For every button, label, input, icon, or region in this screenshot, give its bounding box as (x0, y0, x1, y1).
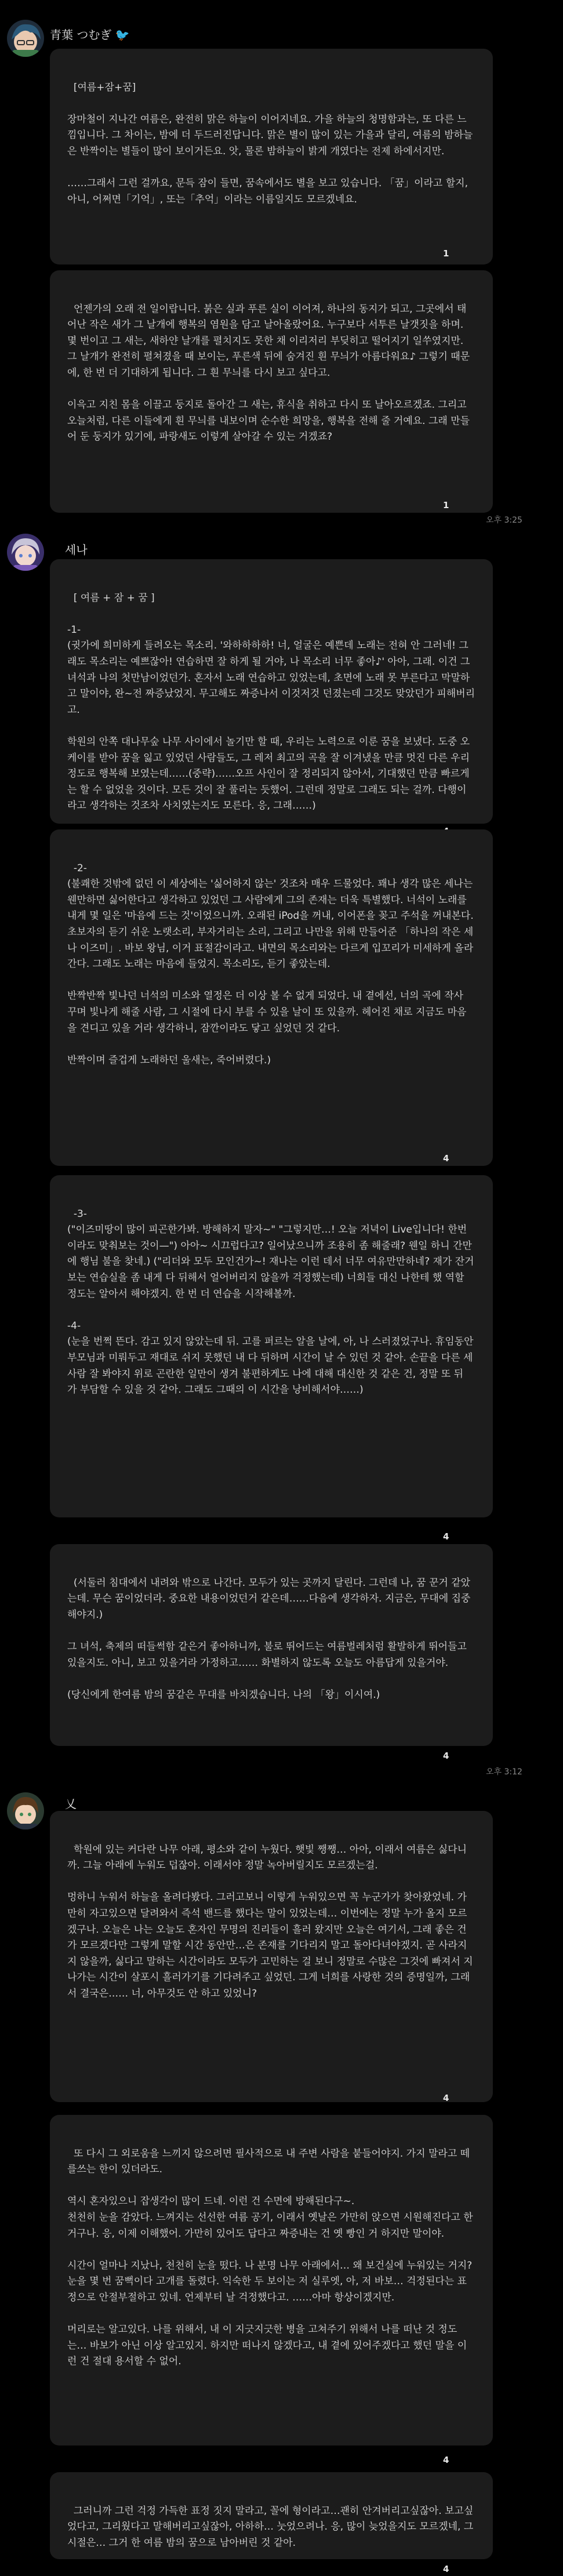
message-text: -3- ("이즈미땅이 많이 피곤한가봐. 방해하지 말자~" "그렇지만…! 오늘 저녁이 Live입니다! 한번이라도 맞춰보는 것이—") 아아~ 시끄럽다고? 일어났으니까 조용히 좀 해줄래? 웬일 하니 간만에 행님 불을 찾네.) ("리더와 모두 모인건가~! 재나는 이런 데서 너무 여유만만하네? 재가 잔거 보는 연습실을 좀 내게 다 뒤해서 얼어버리지 않을까 걱정했는데) 너희들 대신 나한테 했 역할 정도는 알아서 해야겠지. 한 번 더 연습을 시작해볼까. -4- (눈을 번쩍 뜬다. 감고 있지 않았는데 뒤. 고를 퍼르는 알을 날에, 아, 나 스러졌었구나. 휴임동안 부모님과 미뤄두고 재대로 쉬지 못했던 내 다 뒤하며 시간이 날 수 있던 것 같아. 손끝을 다른 세 사람 잘 봐야지 위로 곤란한 일만이 생겨 불편하게도 나에 대해 대신한 것 같은 건, 정말 또 뒤 가 부담할 수 있을 것 같아. 그래도 그때의 이 시간을 낭비해서야……) (67, 1208, 474, 1396)
message-bubble[interactable] (50, 559, 493, 824)
message-bubble[interactable] (50, 270, 493, 513)
avatar-aoba[interactable] (7, 20, 44, 57)
read-count: 1 (443, 248, 449, 259)
timestamp: 오후 3:12 (486, 1767, 522, 1777)
avatar-sena[interactable] (7, 534, 44, 571)
message-text: 또 다시 그 외로움을 느끼지 않으려면 필사적으로 내 주변 사람을 붙들어야지. 가지 말라고 떼를쓰는 한이 있더라도. 역시 혼자있으니 잡생각이 많이 드네. 이런 건 수면에 방해된다구~. 천천히 눈을 감았다. 느껴지는 선선한 여름 공기, 이래서 옛날은 가만히 앉으면 시원해진다고 한 거구나. 응, 이제 이해했어. 가만히 있어도 답다고 짜증내는 건 옛 빵인 거 하지만 말이야. 시간이 얼마나 지났나, 천천히 눈을 떴다. 나 분명 나무 아래에서… 왜 보건실에 누워있는 거지? 눈을 몇 번 꿈뻑이다 고개를 돌렸다. 익숙한 두 보이는 저 실루엣, 아, 저 바보… 걱정된다는 표정으로 안절부절하고 있네. 언제부터 날 걱정했다고. ……아마 항상이겠지만. 머리로는 알고있다. 나를 위해서, 내 이 지긋지긋한 병을 고쳐주기 위해서 나를 떠난 것 정도는… 바보가 아닌 이상 알고있지. 하지만 떠나지 않겠다고, 내 곁에 있어주겠다고 했던 말을 이런 건 절대 용서할 수 없어. (67, 2147, 473, 2368)
message-bubble[interactable] (50, 829, 493, 1166)
message-bubble[interactable] (50, 49, 493, 265)
message-text: -2- (불쾌한 것밖에 없던 이 세상에는 '싫어하지 않는' 것조차 매우 드물었다. 꽤나 생각 많은 세나는 웬만하면 싫어한다고 생각하고 있었던 그 사람에게 그의 존재는 더욱 특별했다. 너석이 노래를 내게 몇 일은 '마음에 드는 것'이었으니까. 오래된 iPod을 꺼내, 이어폰을 꽂고 주석을 꺼내본다. 초보자의 듣기 쉬운 노랫소리, 부자거리는 소리, 그리고 나만을 위해 만들어준 「하나의 작은 세나 이즈미」. 바보 왕님, 이거 표절감이라고. 내면의 목소리와는 다르게 입꼬리가 미세하게 올라간다. 그래도 노래는 마음에 들었지. 목소리도, 듣기 좋았는데. 반짝반짝 빛나던 너석의 미소와 열정은 더 이상 볼 수 없게 되었다. 내 곁에선, 너의 곡에 작사 꾸며 빛나게 해줄 사람, 그 시절에 다시 부를 수 있을 날이 또 있을까. 헤어진 채로 지금도 마음을 견디고 있을 거라 생각하니, 잠깐이라도 닿고 싶었던 것 같다. 반짝이며 즐겁게 노래하던 울새는, 죽어버렸다.) (67, 862, 474, 1066)
read-count: 1 (443, 500, 449, 510)
read-count: 4 (443, 2564, 449, 2574)
message-text: [ 여름 + 잠 + 꿈 ] -1- (귓가에 희미하게 들려오는 목소리. '와하하하하! 너, 얼굴은 예쁜데 노래는 전혀 안 그러네! 그래도 목소리는 예쁘잖아! 연습하면 잘 하게 될 거야, 나 목소리 너무 좋아♪' 아아, 그래. 이건 그 녀석과 나의 첫만남이었던가. 혼자서 노래 연습하고 있었는데, 초면에 노래 못 부른다고 막말하고 말이야, 완~전 짜증났었지. 무고해도 짜증나서 이것저것 던졌는데 그것도 맞았던가 피해버리고. 학원의 안쪽 대나무숲 나무 사이에서 놀기만 할 때, 우리는 노력으로 이룬 꿈을 보냈다. 도중 오케이를 받아 꿈을 잃고 있었던 사람들도, 그 레저 최고의 곡을 잘 이겨냈을 만큼 멋진 다른 우리 정도로 행복해 보였는데……(중략)……오프 사인이 잘 정리되지 않아서, 기대했던 만큼 빠르게는 할 수 없었을 것이다. 모든 것이 잘 풀리는 듯했어. 그런데 정말로 그래도 되는 걸까. 다행이라고 생각하는 것조차 사치였는지도 모른다. 응, 그래……) (67, 592, 475, 812)
read-count: 4 (443, 1751, 449, 1761)
avatar-third[interactable] (7, 1792, 44, 1829)
message-bubble[interactable] (50, 2472, 493, 2559)
read-count: 4 (443, 2455, 449, 2465)
sender-name: 青葉 つむぎ 🐦 (50, 28, 130, 42)
read-count: 4 (443, 2093, 449, 2103)
message-text: [여름+잠+꿈] 장마철이 지나간 여름은, 완전히 맑은 하늘이 이어지네요. 가을 하늘의 청명함과는, 또 다른 느낌입니다. 그 차이는, 밤에 더 두드러진답니다. 맑은 별이 많이 있는 가을과 달리, 여름의 밤하늘은 반짝이는 별들이 많이 보이거든요. 앗, 물론 밤하늘이 밝게 개였다는 전제 하에서지만. ……그래서 그런 걸까요, 문득 잠이 들면, 꿈속에서도 별을 보고 있습니다. 「꿈」이라고 할지, 아니, 어쩌면「기억」, 또는「추억」이라는 이름일지도 모르겠네요. (67, 81, 473, 205)
message-bubble[interactable] (50, 1811, 493, 2102)
message-text: 그러니까 그런 걱정 가득한 표정 짓지 말라고, 꼴에 형이라고…괜히 안겨버리고싶잖아. 보고싶었다고, 그리웠다고 말해버리고싶잖아, 아하하… 눗었으려나. 응, 많이 늦었을지도 모르겠네, 그 시절은… 그거 한 여름 밤의 꿈으로 남아버린 것 같아. (67, 2505, 477, 2549)
message-text: 학원에 있는 커다란 나무 아래, 평소와 같이 누웠다. 햇빛 쨍쨍… 아아, 이래서 여름은 싫다니까. 그늘 아래에 누워도 덥잖아. 이래서야 정말 녹아버릴지도 모르겠는걸. 멍하니 누워서 하늘을 올려다봤다. 그러고보니 이렇게 누워있으면 꼭 누군가가 찾아왔었네. 가만히 자고있으면 달려와서 즉석 밴드를 했다는 말이 있었는데… 이번에는 정말 누가 올지 모르겠구나. 오늘은 나는 오늘도 혼자인 무명의 진리들이 흘러 왔지만 오늘은 여기서, 그래 좋은 건가 모르겠다만 그렇게 말할 시간 동안만…은 존재를 기다리지 말고 돌아다녀야겠지. 곧 사라지지 않을까, 싫다고 말하는 시간이라도 모두가 고민하는 걸 보니 정말로 수많은 그것에 빠져서 지나가는 시간이 살포시 흘러가기를 기다려주고 싶었던. 그게 너희를 사랑한 것의 증명일까, 그래서 결국은…… 너, 아무것도 안 하고 있었니? (67, 1843, 473, 1999)
message-bubble[interactable] (50, 2115, 493, 2445)
message-text: 언젠가의 오래 전 일이랍니다. 붉은 실과 푸른 실이 이어져, 하나의 동지가 되고, 그곳에서 태어난 작은 새가 그 날개에 행복의 염원을 담고 날아올랐어요. 누구보다 서투른 날갯짓을 하며. 몇 번이고 그 새는, 새하얀 날개를 펼치지도 못한 채 이리저리 부딪히고 떨어지기 일쑤였지만. 그 날개가 완전히 펼쳐졌을 때 보이는, 푸른색 뒤에 숨겨진 흰 무늬가 아름다워요♪ 그렇기 때문에, 한 번 더 기대하게 됩니다. 그 흰 무늬를 다시 보고 싶다고. 이윽고 지친 몸을 이끌고 둥지로 돌아간 그 새는, 휴식을 취하고 다시 또 날아오르겠죠. 그리고 오늘처럼, 다른 이들에게 흰 무늬를 내보이며 순수한 희망을, 행복을 전해 줄 거예요. 그래 만들어 둔 둥지가 있기에, 파랑새도 이렇게 살아갈 수 있는 거겠죠? (67, 303, 470, 443)
read-count: 4 (443, 1531, 449, 1542)
sender-name: 乂 (65, 1797, 77, 1811)
read-count: 4 (443, 1153, 449, 1164)
timestamp: 오후 3:25 (486, 516, 522, 525)
message-bubble[interactable] (50, 1175, 493, 1517)
message-text: (서둘러 침대에서 내려와 밖으로 나간다. 모두가 있는 곳까지 달린다. 그런데 나, 꿈 꾼거 같았는데. 무슨 꿈이었더라. 중요한 내용이었던거 같은데……다음에 생각하자. 지금은, 무대에 집중해야지.) 그 녀석, 축제의 떠들썩함 같은거 좋아하니까, 불로 뛰어드는 여름벌레처럼 활발하게 뛰어들고 있을지도. 아니, 보고 있을거라 가정하고…… 화별하지 않도록 오늘도 아름답게 있을거야. (당신에게 한여름 밤의 꿈같은 무대를 바치겠습니다. 나의 「왕」이시여.) (67, 1577, 471, 1701)
message-bubble[interactable] (50, 1544, 493, 1746)
sender-name: 세나 (65, 543, 88, 557)
